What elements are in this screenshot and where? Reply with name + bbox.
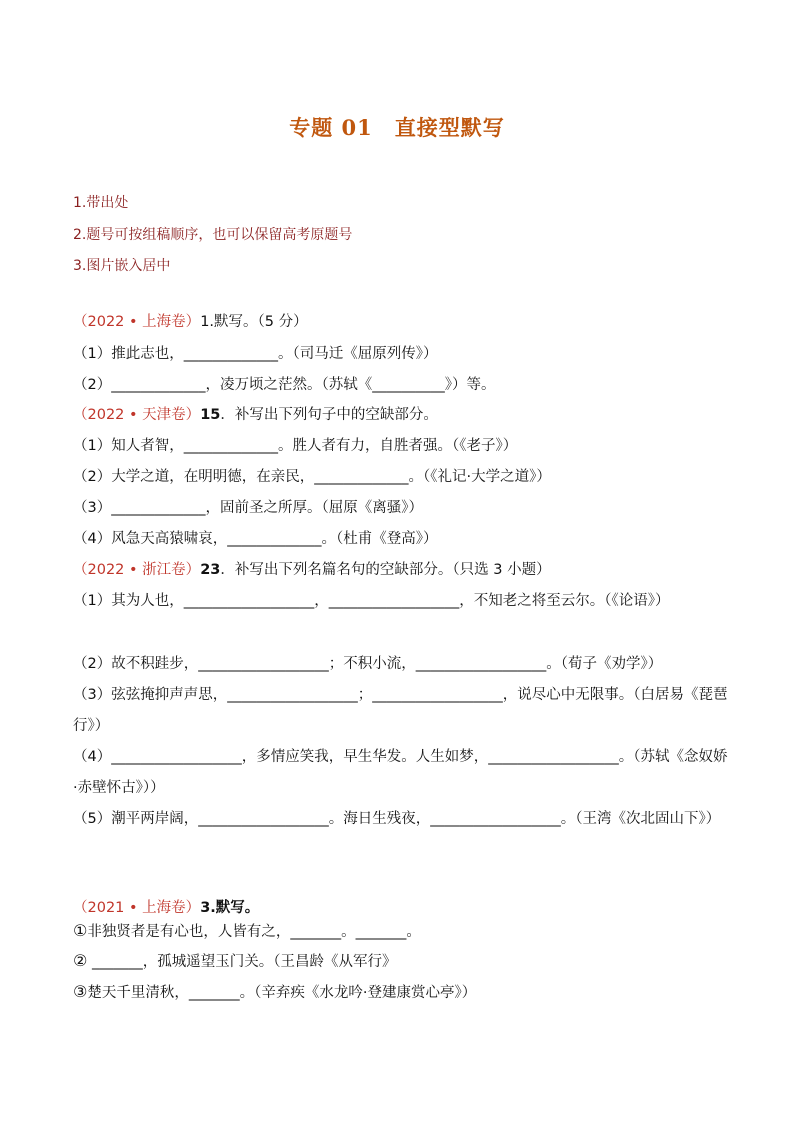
question-source: （2022 • 浙江卷） [73,562,201,578]
question-4-item-2 [73,951,396,972]
question-source: （2022 • 天津卷） [73,407,201,423]
question-stem: ．补写出下列句子中的空缺部分。 [220,407,438,423]
question-1-item-1: （1）推此志也，_____________。（司马迁《屈原列传》） [73,346,438,362]
note-2: 2.题号可按组稿顺序，也可以保留高考原题号 [73,227,353,243]
question-number: 23 [200,562,221,578]
question-2-item-1: （1）知人者智，_____________。胜人者有力，自胜者强。（《老子》） [73,438,518,454]
question-3-item-5: （5）潮平两岸阔，__________________。海日生残夜，__________________。（王湾《次北固山下》） [73,811,721,827]
question-number: 15 [200,407,221,423]
question-3-header [73,560,551,580]
circled-number: ③ [73,982,88,1001]
question-2-item-2: （2）大学之道，在明明德，在亲民，_____________。（《礼记·大学之道》） [73,469,551,485]
question-2-item-3: （3）_____________，固前圣之所厚。（屈原《离骚》） [73,500,423,516]
question-4-item-3 [73,982,476,1003]
page-title: 专题 01 直接型默写 [289,115,505,140]
question-4-header [73,898,259,918]
question-stem: 1.默写。（5 分） [200,314,308,330]
question-1-header [73,312,308,332]
item-text: 楚天千里清秋，_______。（辛弃疾《水龙吟·登建康赏心亭》） [87,985,477,1001]
question-3-item-2: （2）故不积跬步，__________________；不积小流，__________________。（荀子《劝学》） [73,656,663,672]
question-3-item-4: （4）__________________，多情应笑我，早生华发。人生如梦，__________________。（苏轼《念奴娇·赤壁怀古》）） [73,749,728,796]
note-1: 1.带出处 [73,195,129,211]
item-text: _______，孤城遥望玉门关。（王昌龄《从军行》 [87,954,397,970]
item-text: 非独贤者是有心也，人皆有之，_______。_______。 [87,924,421,940]
question-1-item-2: （2）_____________，凌万顷之茫然。（苏轼《__________》）等。 [73,377,496,393]
question-3-item-3: （3）弦弦掩抑声声思，__________________；__________________，说尽心中无限事。（白居易《琵琶行》） [73,687,728,734]
circled-number: ① [73,921,88,940]
question-stem: ．补写出下列名篇名句的空缺部分。（只选 3 小题） [220,562,551,578]
question-source: （2021 • 上海卷） [73,900,201,916]
circled-number: ② [73,951,88,970]
question-3-item-1: （1）其为人也，__________________，__________________，不知老之将至云尔。（《论语》） [73,593,670,609]
question-2-item-4: （4）风急天高猿啸哀，_____________。（杜甫《登高》） [73,531,438,547]
question-stem: 3.默写。 [200,900,260,916]
question-source: （2022 • 上海卷） [73,314,201,330]
note-3: 3.图片嵌入居中 [73,258,171,274]
question-4-item-1 [73,921,421,942]
question-2-header [73,405,438,425]
